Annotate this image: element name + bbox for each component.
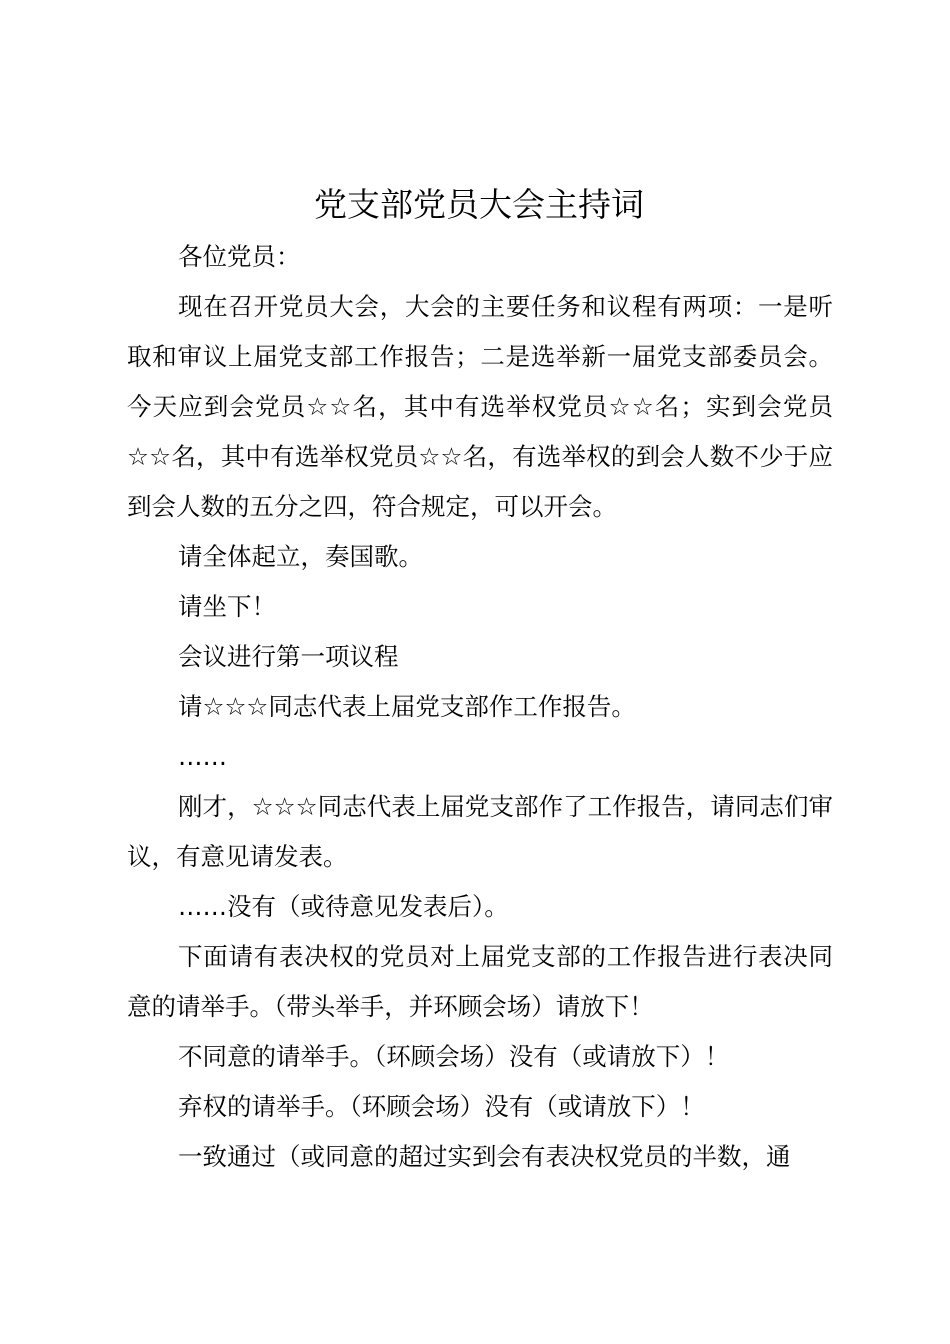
salutation: 各位党员： — [178, 242, 301, 271]
paragraph-vote-approve: 下面请有表决权的党员对上届党支部的工作报告进行表决同意的请举手。（带头举手，并环顾会场）请放下！ — [127, 942, 833, 1021]
paragraph-passed: 一致通过（或同意的超过实到会有表决权党员的半数，通 — [178, 1142, 791, 1171]
paragraph-no-comments: ……没有（或待意见发表后）。 — [178, 892, 509, 921]
paragraph-anthem: 请全体起立，奏国歌。 — [178, 542, 423, 571]
paragraph-agenda-one: 会议进行第一项议程 — [178, 642, 399, 671]
document-title: 党支部党员大会主持词 — [314, 185, 644, 224]
paragraph-review: 刚才，☆☆☆同志代表上届党支部作了工作报告，请同志们审议，有意见请发表。 — [127, 792, 833, 871]
paragraph-opening: 现在召开党员大会，大会的主要任务和议程有两项：一是听取和审议上届党支部工作报告；二是选举新一届党支部委员会。今天应到会党员☆☆名，其中有选举权党员☆☆名；实到会党员☆☆名，其中有选举权党员☆☆名，有选举权的到会人数不少于应到会人数的五分之四，符合规定，可以开会。 — [127, 292, 833, 521]
paragraph-vote-oppose: 不同意的请举手。（环顾会场）没有（或请放下）！ — [178, 1042, 730, 1071]
paragraph-vote-abstain: 弃权的请举手。（环顾会场）没有（或请放下）！ — [178, 1092, 705, 1121]
paragraph-report-request: 请☆☆☆同志代表上届党支部作工作报告。 — [178, 692, 636, 721]
paragraph-ellipsis: …… — [178, 742, 227, 771]
document-body — [127, 232, 833, 1182]
paragraph-sit-down: 请坐下！ — [178, 592, 276, 621]
